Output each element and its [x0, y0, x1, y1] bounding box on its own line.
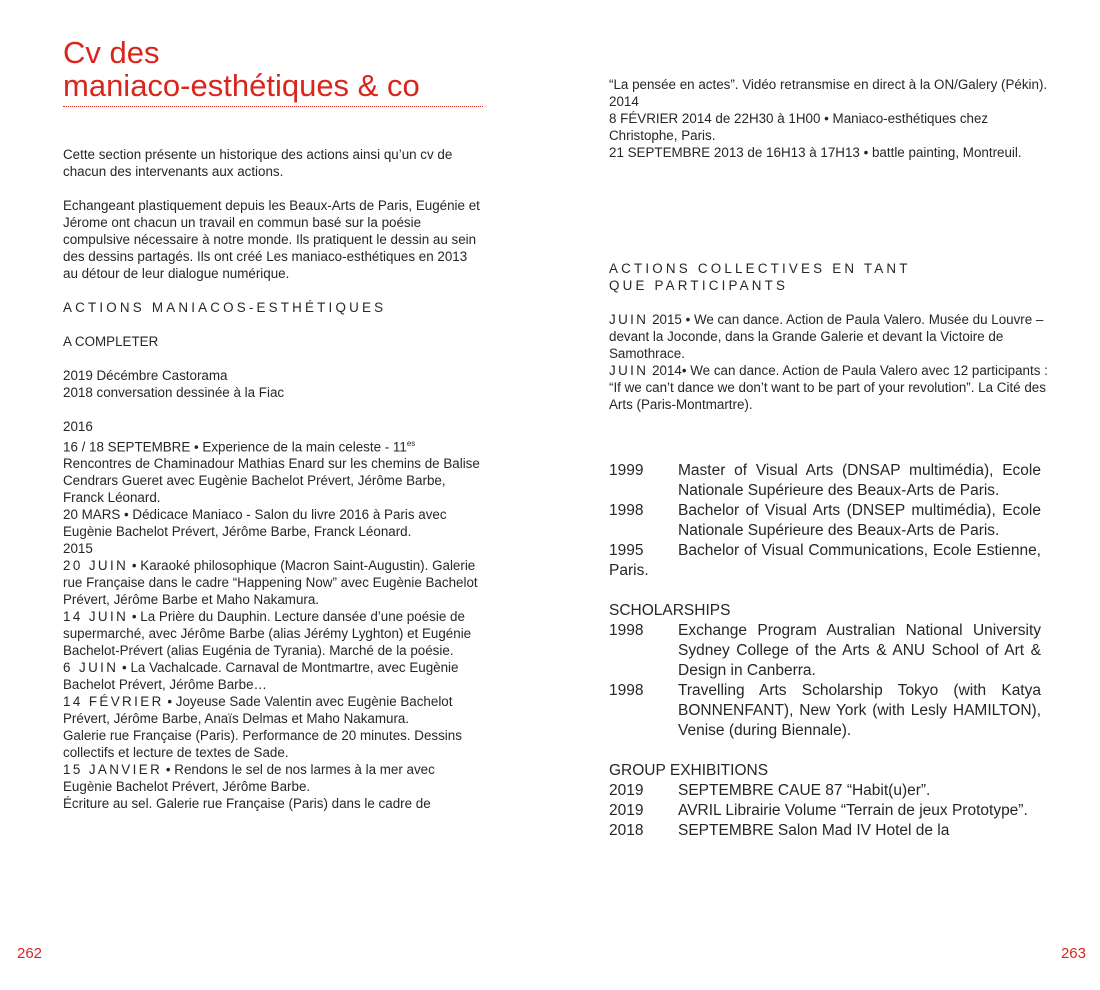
entry-text: 2014• We can dance. Action de Paula Valero avec 12 participants : [648, 363, 1048, 378]
entry-text-cont: Rencontres de Chaminadour Mathias Enard sur les chemins de Balise Cendrars Gueret avec Eugènie Bachelot Prévert, Jérôme Barbe, Franck Léonard. [63, 456, 480, 506]
entry-date: 16 / 18 SEPTEMBRE [63, 439, 191, 455]
continued-entry: “La pensée en actes”. Vidéo retransmise en direct à la ON/Galery (Pékin). [609, 77, 1048, 92]
year-heading-2016: 2016 [63, 419, 93, 434]
entry-2015-2 [63, 608, 483, 659]
education-entry [609, 461, 1041, 501]
cv-text: Bachelor of Visual Communications, Ecole Estienne, Paris. [609, 542, 1041, 579]
group-exhibitions-section [609, 761, 1041, 841]
entry-2016-2: 20 MARS • Dédicace Maniaco - Salon du livre 2016 à Paris avec Eugènie Bachelot Prévert, Jérôme Barbe, Franck Léonard. [63, 507, 447, 540]
entry-2015-1 [63, 557, 483, 608]
cv-text: Master of Visual Arts (DNSAP multimédia), Ecole Nationale Supérieure des Beaux-Arts de Paris. [678, 462, 1041, 499]
exhibition-entry [609, 801, 1041, 821]
right-text-collective [609, 260, 1059, 413]
entry-text: • Joyeuse Sade Valentin avec Eugènie Bachelot Prévert, Jérôme Barbe, Anaïs Delmas et Maho Nakamura. [63, 694, 453, 727]
cv-list [609, 461, 1041, 841]
entry-2018: 2018 conversation dessinée à la Fiac [63, 385, 285, 400]
section-heading-collective-2: QUE PARTICIPANTS [609, 278, 789, 293]
superscript: es [406, 439, 416, 448]
exhibition-entry [609, 781, 1041, 801]
cv-year: 2019 [609, 782, 644, 799]
right-text-top [609, 76, 1059, 161]
cv-year: 1995 [609, 542, 644, 559]
cv-text: SEPTEMBRE CAUE 87 “Habit(u)er”. [678, 782, 931, 799]
entry-date: 14 JUIN [63, 609, 129, 625]
entry-text: • La Prière du Dauphin. Lecture dansée d’une poésie de supermarché, avec Jérôme Barbe (alias Jérémy Lyghton) et Eugénie Bachelot-Prévert (alias Eugénia de Tyrania). Marché de la poésie. [63, 609, 472, 659]
entry-2015-4-details: Galerie rue Française (Paris). Performance de 20 minutes. Dessins collectifs et lecture de textes de Sade. [63, 728, 462, 761]
entry-2019: 2019 Décémbre Castorama [63, 368, 228, 383]
cv-text: Bachelor of Visual Arts (DNSEP multimédia), Ecole Nationale Supérieure des Beaux-Arts de Paris. [678, 502, 1041, 539]
education-entry [609, 501, 1041, 541]
entry-2015-3 [63, 659, 483, 693]
title-line-1: Cv des [63, 35, 160, 70]
entry-2015-5 [63, 761, 483, 795]
cv-text: SEPTEMBRE Salon Mad IV Hotel de la [678, 822, 950, 839]
group-exhibitions-heading: GROUP EXHIBITIONS [609, 762, 769, 779]
exhibition-entry [609, 821, 1041, 841]
entry-2015-4 [63, 693, 483, 727]
entry-text: • La Vachalcade. Carnaval de Montmartre, avec Eugènie Bachelot Prévert, Jérôme Barbe… [63, 660, 459, 693]
entry-2016-1 [63, 435, 483, 506]
entry-date: 14 FÉVRIER [63, 694, 164, 710]
collective-entry-1 [609, 311, 1059, 362]
cv-text: Travelling Arts Scholarship Tokyo (with Katya BONNENFANT), New York (with Lesly HAMILTON), Venise (during Biennale). [678, 682, 1041, 739]
to-complete-note: A COMPLETER [63, 334, 159, 349]
intro-paragraph-1: Cette section présente un historique des actions ainsi qu’un cv de chacun des intervenants aux actions. [63, 147, 453, 179]
year-heading-2015: 2015 [63, 541, 93, 557]
entry-date: JUIN [609, 363, 649, 378]
entry-date: JUIN [609, 312, 649, 327]
entry-text: • Karaoké philosophique (Macron Saint-Augustin). Galerie rue Française dans le cadre “Happening Now” avec Eugènie Bachelot Prévert, Jérôme Barbe et Maho Nakamura. [63, 558, 478, 608]
cv-year: 2019 [609, 802, 644, 819]
cv-year: 2018 [609, 822, 644, 839]
education-entry [609, 541, 1041, 581]
cv-year: 1999 [609, 462, 644, 479]
left-text-column [63, 146, 483, 812]
section-heading-collective-1: ACTIONS COLLECTIVES EN TANT [609, 261, 911, 276]
entry-2013: 21 SEPTEMBRE 2013 de 16H13 à 17H13 • battle painting, Montreuil. [609, 145, 1022, 160]
scholarship-entry [609, 621, 1041, 681]
collective-entry-2-quote: “If we can’t dance we don’t want to be part of your revolution”. La Cité des Arts (Paris-Montmartre). [609, 380, 1046, 412]
entry-text: 2015 • We can dance. Action de Paula Valero. Musée du Louvre – devant la Joconde, dans la Grande Galerie et devant la Victoire de Samothrace. [609, 312, 1044, 361]
page-number-left: 262 [17, 945, 43, 962]
collective-entry-2 [609, 362, 1059, 379]
entry-date: 15 JANVIER [63, 762, 163, 778]
scholarship-entry [609, 681, 1041, 741]
entry-2015-5-details: Écriture au sel. Galerie rue Française (Paris) dans le cadre de [63, 796, 431, 812]
cv-year: 1998 [609, 682, 644, 699]
title-line-2: maniaco-esthétiques & co [63, 68, 420, 103]
entry-date: 20 JUIN [63, 558, 129, 574]
cv-year: 1998 [609, 502, 644, 519]
scholarships-section [609, 601, 1041, 741]
right-page [550, 0, 1100, 990]
cv-text: Exchange Program Australian National University Sydney College of the Arts & ANU School of Art & Design in Canberra. [678, 622, 1041, 679]
section-heading-actions: ACTIONS MANIACOS-ESTHÉTIQUES [63, 300, 387, 315]
scholarships-heading: SCHOLARSHIPS [609, 602, 731, 619]
page-title [63, 36, 420, 102]
title-divider [63, 106, 483, 107]
entry-2014: 8 FÉVRIER 2014 de 22H30 à 1H00 • Maniaco-esthétiques chez Christophe, Paris. [609, 111, 989, 143]
entry-date: 6 JUIN [63, 660, 119, 676]
entry-text: • Rendons le sel de nos larmes à la mer avec Eugènie Bachelot Prévert, Jérôme Barbe. [63, 762, 435, 795]
cv-year: 1998 [609, 622, 644, 639]
page-number-right: 263 [1060, 945, 1086, 962]
entry-text: • Experience de la main celeste - 11 [190, 439, 407, 455]
cv-text: AVRIL Librairie Volume “Terrain de jeux Prototype”. [678, 802, 1028, 819]
year-heading-2014: 2014 [609, 94, 639, 109]
intro-paragraph-2: Echangeant plastiquement depuis les Beaux-Arts de Paris, Eugénie et Jérome ont chacun un travail en commun basé sur la poésie compulsive nécessaire à notre monde. Ils pratiquent le dessin au sein des dessins partagés. Ils ont créé Les maniaco-esthétiques en 2013 au détour de leur dialogue numérique. [63, 198, 480, 281]
